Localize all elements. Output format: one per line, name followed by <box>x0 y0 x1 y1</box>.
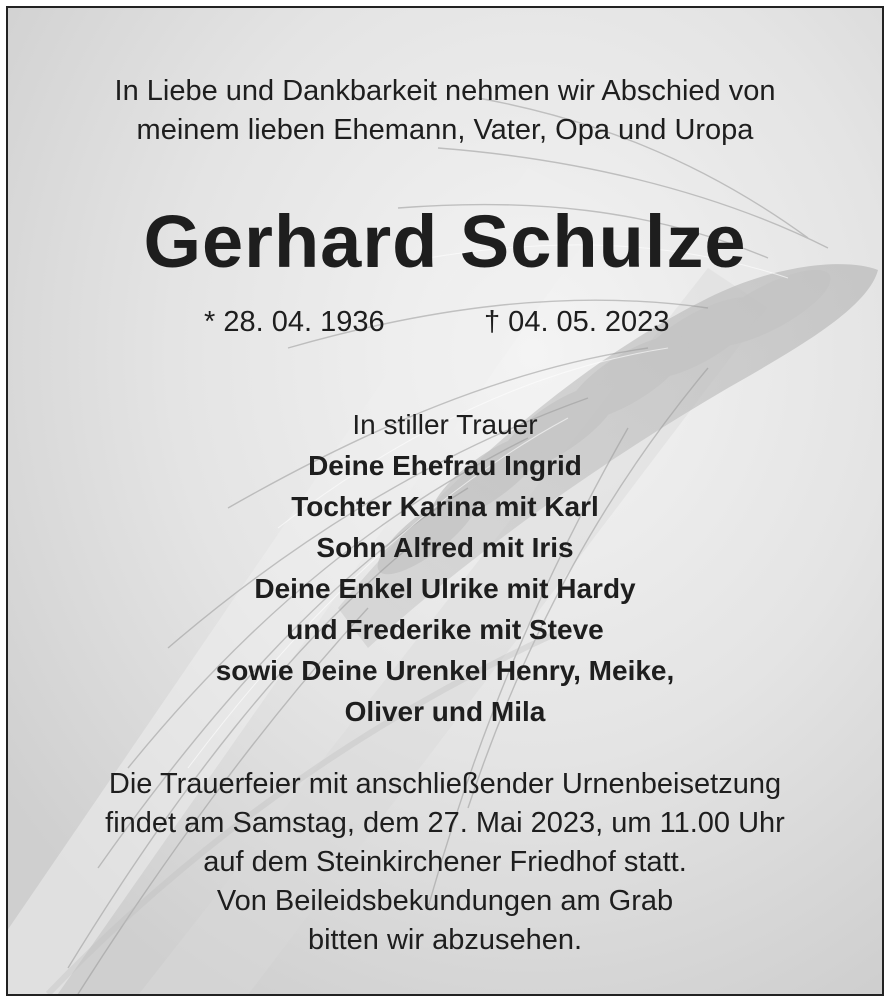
service-line: auf dem Steinkirchener Friedhof statt. <box>203 846 687 878</box>
mourners-block <box>8 404 882 732</box>
notice-content <box>8 8 882 994</box>
mourner-line: sowie Deine Urenkel Henry, Meike, <box>215 655 675 686</box>
service-line: bitten wir abzusehen. <box>307 924 583 956</box>
mourner-line: Oliver und Mila <box>344 696 546 727</box>
death-date: † 04. 05. 2023 <box>484 306 670 338</box>
intro-line: meinem lieben Ehemann, Vater, Opa und Uropa <box>136 114 754 146</box>
mourner-line: Deine Ehefrau Ingrid <box>308 450 582 481</box>
service-line: Die Trauerfeier mit anschließender Urnenbeisetzung <box>108 768 782 800</box>
mourner-line: und Frederike mit Steve <box>286 614 604 645</box>
service-line: Von Beileidsbekundungen am Grab <box>216 885 674 917</box>
mourners-heading: In stiller Trauer <box>352 409 538 440</box>
deceased-name: Gerhard Schulze <box>143 200 747 283</box>
intro-line: In Liebe und Dankbarkeit nehmen wir Abschied von <box>114 75 776 107</box>
service-line: findet am Samstag, dem 27. Mai 2023, um 11.00 Uhr <box>105 807 785 839</box>
obituary-notice <box>6 6 884 996</box>
intro-text <box>8 72 882 150</box>
funeral-service-info <box>8 765 882 960</box>
mourner-line: Tochter Karina mit Karl <box>291 491 599 522</box>
mourner-line: Deine Enkel Ulrike mit Hardy <box>254 573 636 604</box>
birth-date: * 28. 04. 1936 <box>204 306 385 338</box>
mourner-line: Sohn Alfred mit Iris <box>316 532 574 563</box>
